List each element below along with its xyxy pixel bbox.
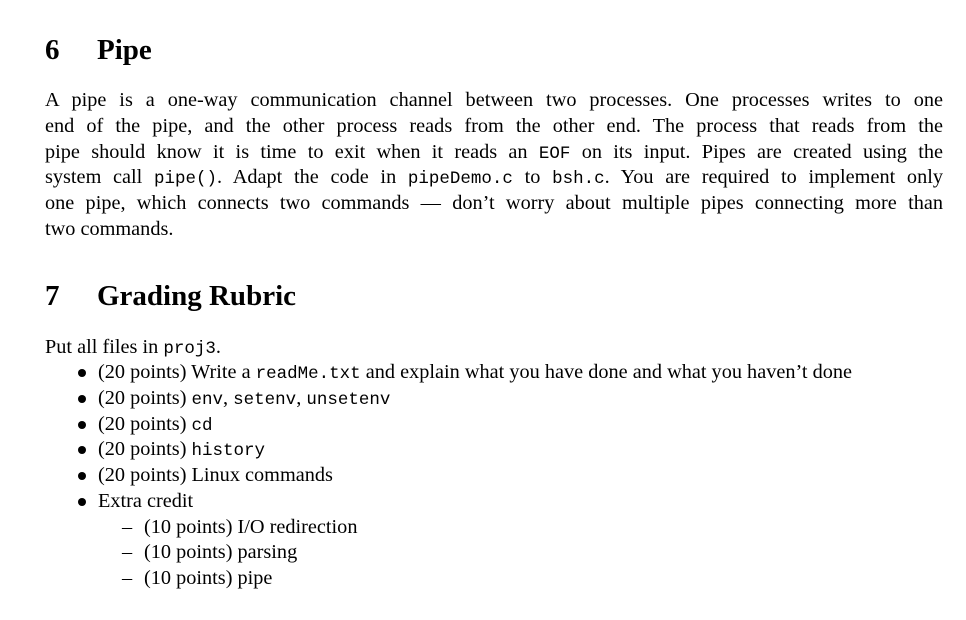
code-unsetenv: unsetenv <box>306 390 391 410</box>
code-eof: EOF <box>538 144 571 164</box>
item-text: (20 points) cd <box>98 413 213 436</box>
code-pipe-call: pipe() <box>154 169 218 189</box>
code-proj3: proj3 <box>163 339 216 359</box>
bullet-icon <box>78 369 86 377</box>
code-setenv: setenv <box>233 390 297 410</box>
section-number: 7 <box>45 280 60 312</box>
paragraph-line <box>45 139 943 167</box>
text-run: to <box>512 166 553 188</box>
paragraph-line <box>45 113 943 139</box>
code-history: history <box>191 441 266 461</box>
item-text: (20 points) env, setenv, unsetenv <box>98 387 391 410</box>
text-run: end of the pipe, and the other process reads from the other end. The process that reads from the <box>45 115 943 137</box>
code-pipedemo-file: pipeDemo.c <box>407 169 513 189</box>
text-run: system call <box>45 166 155 188</box>
paragraph-line <box>45 87 943 113</box>
bullet-icon <box>78 472 86 480</box>
bullet-icon <box>78 421 86 429</box>
item-text: (20 points) history <box>98 438 266 461</box>
code-env: env <box>191 390 224 410</box>
item-text: (10 points) pipe <box>144 567 273 589</box>
item-text: (10 points) parsing <box>144 541 298 563</box>
bullet-icon <box>78 395 86 403</box>
code-readme: readMe.txt <box>255 364 361 384</box>
text-run: . Adapt the code in <box>217 166 408 188</box>
text-run: A pipe is a one-way communication channel between two processes. One processes writes to one <box>45 89 943 111</box>
bullet-icon <box>78 498 86 506</box>
item-text: (10 points) I/O redirection <box>144 516 358 538</box>
text-run: two commands. <box>45 218 174 240</box>
paragraph-line <box>45 216 943 242</box>
text-run: on its input. Pipes are created using the <box>570 141 943 163</box>
dash-marker: – <box>122 567 133 589</box>
item-text: Extra credit <box>98 490 194 512</box>
code-cd: cd <box>191 416 213 436</box>
item-text: (20 points) Write a readMe.txt and explain what you have done and what you haven’t done <box>98 361 852 384</box>
code-bsh-file: bsh.c <box>552 169 605 189</box>
item-text: (20 points) Linux commands <box>98 464 333 486</box>
section-title: Pipe <box>97 34 152 66</box>
text-run: pipe should know it is time to exit when it reads an <box>45 141 539 163</box>
text-run: Put all files in <box>45 336 164 358</box>
dash-marker: – <box>122 516 133 538</box>
paragraph-line <box>45 164 943 192</box>
text-run: . <box>215 336 221 358</box>
section-7-heading <box>45 282 296 311</box>
text-run: one pipe, which connects two commands — don’t worry about multiple pipes connecting more than <box>45 192 943 214</box>
rubric-intro <box>45 334 943 362</box>
section-title: Grading Rubric <box>97 280 296 312</box>
section-6-heading <box>45 36 152 65</box>
paragraph-line <box>45 190 943 216</box>
text-run: . You are required to implement only <box>604 166 943 188</box>
dash-marker: – <box>122 541 133 563</box>
section-number: 6 <box>45 34 60 66</box>
bullet-icon <box>78 446 86 454</box>
